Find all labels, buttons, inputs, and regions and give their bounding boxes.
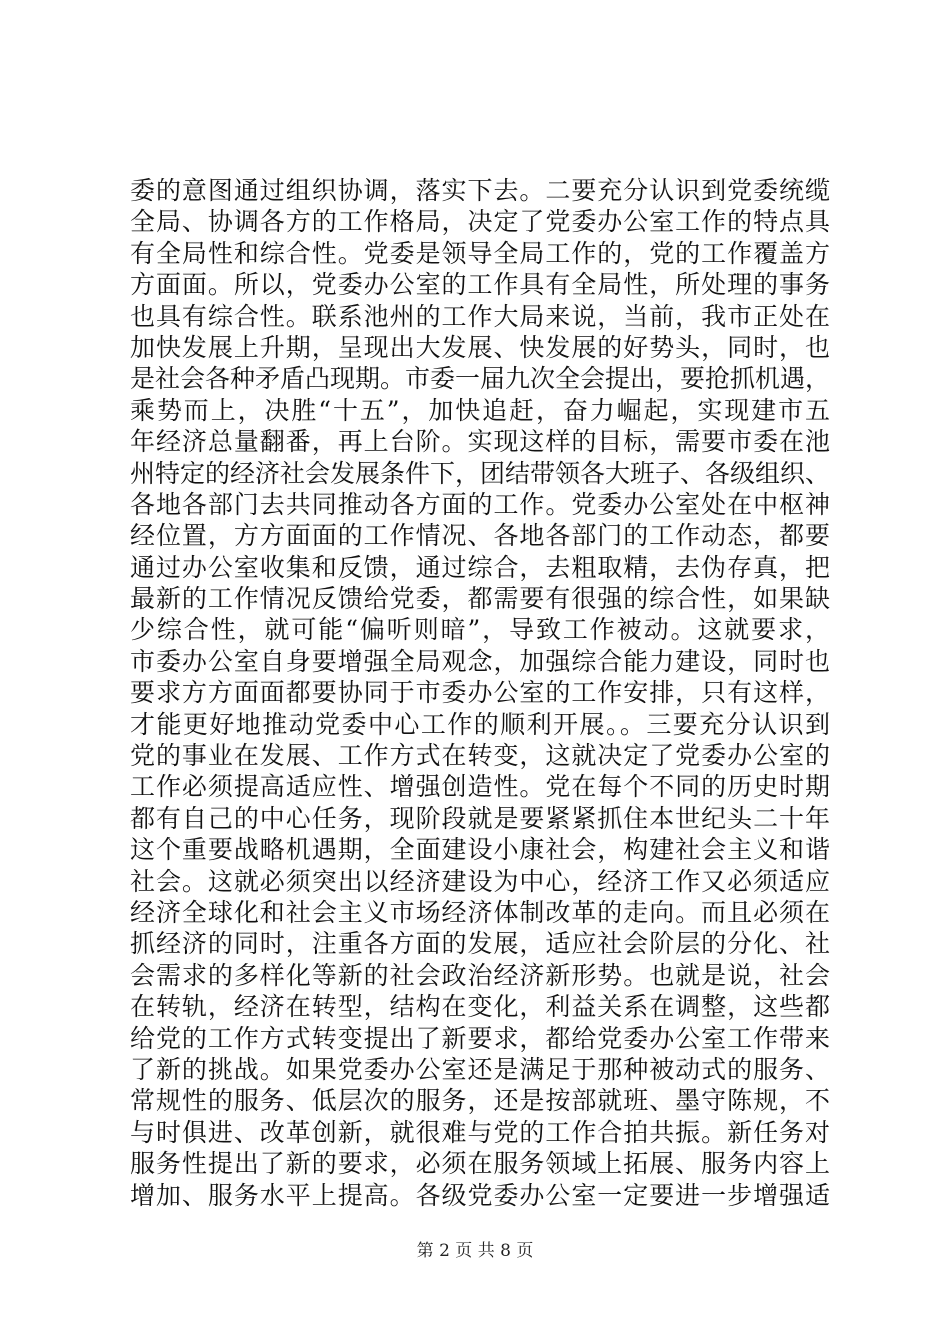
text-line: 社会。这就必须突出以经济建设为中心，经济工作又必须适应 (130, 866, 830, 896)
text-line: 抓经济的同时，注重各方面的发展，适应社会阶层的分化、社 (130, 929, 830, 959)
text-line: 全局、协调各方的工作格局，决定了党委办公室工作的特点具 (130, 207, 830, 237)
text-line: 加快发展上升期，呈现出大发展、快发展的好势头，同时，也 (130, 332, 830, 362)
text-line: 委的意图通过组织协调，落实下去。二要充分认识到党委统缆 (130, 176, 830, 205)
text-line: 州特定的经济社会发展条件下，团结带领各大班子、各级组织、 (130, 458, 831, 488)
text-line: 市委办公室自身要增强全局观念，加强综合能力建设，同时也 (130, 646, 830, 676)
text-line: 工作必须提高适应性、增强创造性。党在每个不同的历史时期 (130, 772, 830, 802)
text-line: 年经济总量翻番，再上台阶。实现这样的目标，需要市委在池 (130, 427, 830, 457)
text-line: 才能更好地推动党委中心工作的顺利开展。。三要充分认识到 (130, 709, 830, 739)
text-line: 经位置，方方面面的工作情况、各地各部门的工作动态，都要 (130, 521, 830, 551)
text-line: 各地各部门去共同推动各方面的工作。党委办公室处在中枢神 (130, 489, 830, 519)
text-line: 乘势而上，决胜“十五”，加快追赶，奋力崛起，实现建市五 (130, 395, 830, 425)
text-line: 方面面。所以，党委办公室的工作具有全局性，所处理的事务 (130, 270, 830, 300)
text-line: 少综合性，就可能“偏听则暗”，导致工作被动。这就要求， (130, 615, 830, 645)
text-line: 会需求的多样化等新的社会政治经济新形势。也就是说，社会 (130, 960, 830, 990)
page-footer: 第 2 页 共 8 页 (416, 1241, 534, 1261)
text-line: 最新的工作情况反馈给党委，都需要有很强的综合性，如果缺 (130, 584, 830, 614)
text-line: 服务性提出了新的要求，必须在服务领域上拓展、服务内容上 (130, 1149, 830, 1179)
text-line: 与时俱进、改革创新，就很难与党的工作合拍共振。新任务对 (130, 1117, 830, 1147)
text-line: 增加、服务水平上提高。各级党委办公室一定要进一步增强适 (130, 1180, 830, 1210)
text-line: 经济全球化和社会主义市场经济体制改革的走向。而且必须在 (130, 897, 830, 927)
text-line: 是社会各种矛盾凸现期。市委一届九次全会提出，要抢抓机遇， (130, 364, 831, 394)
text-line: 有全局性和综合性。党委是领导全局工作的，党的工作覆盖方 (130, 238, 830, 268)
body-text (130, 175, 830, 1211)
text-line: 给党的工作方式转变提出了新要求，都给党委办公室工作带来 (130, 1023, 830, 1053)
text-line: 常规性的服务、低层次的服务，还是按部就班、墨守陈规，不 (130, 1086, 830, 1116)
text-line: 要求方方面面都要协同于市委办公室的工作安排，只有这样， (130, 678, 830, 708)
text-line: 这个重要战略机遇期，全面建设小康社会，构建社会主义和谐 (130, 835, 830, 865)
text-line: 都有自己的中心任务，现阶段就是要紧紧抓住本世纪头二十年 (130, 803, 830, 833)
text-line: 党的事业在发展、工作方式在转变，这就决定了党委办公室的 (130, 741, 830, 771)
text-line: 通过办公室收集和反馈，通过综合，去粗取精，去伪存真，把 (130, 552, 830, 582)
text-line: 在转轨，经济在转型，结构在变化，利益关系在调整，这些都 (130, 992, 830, 1022)
text-line: 了新的挑战。如果党委办公室还是满足于那种被动式的服务、 (130, 1054, 830, 1084)
text-line: 也具有综合性。联系池州的工作大局来说，当前，我市正处在 (130, 301, 830, 331)
